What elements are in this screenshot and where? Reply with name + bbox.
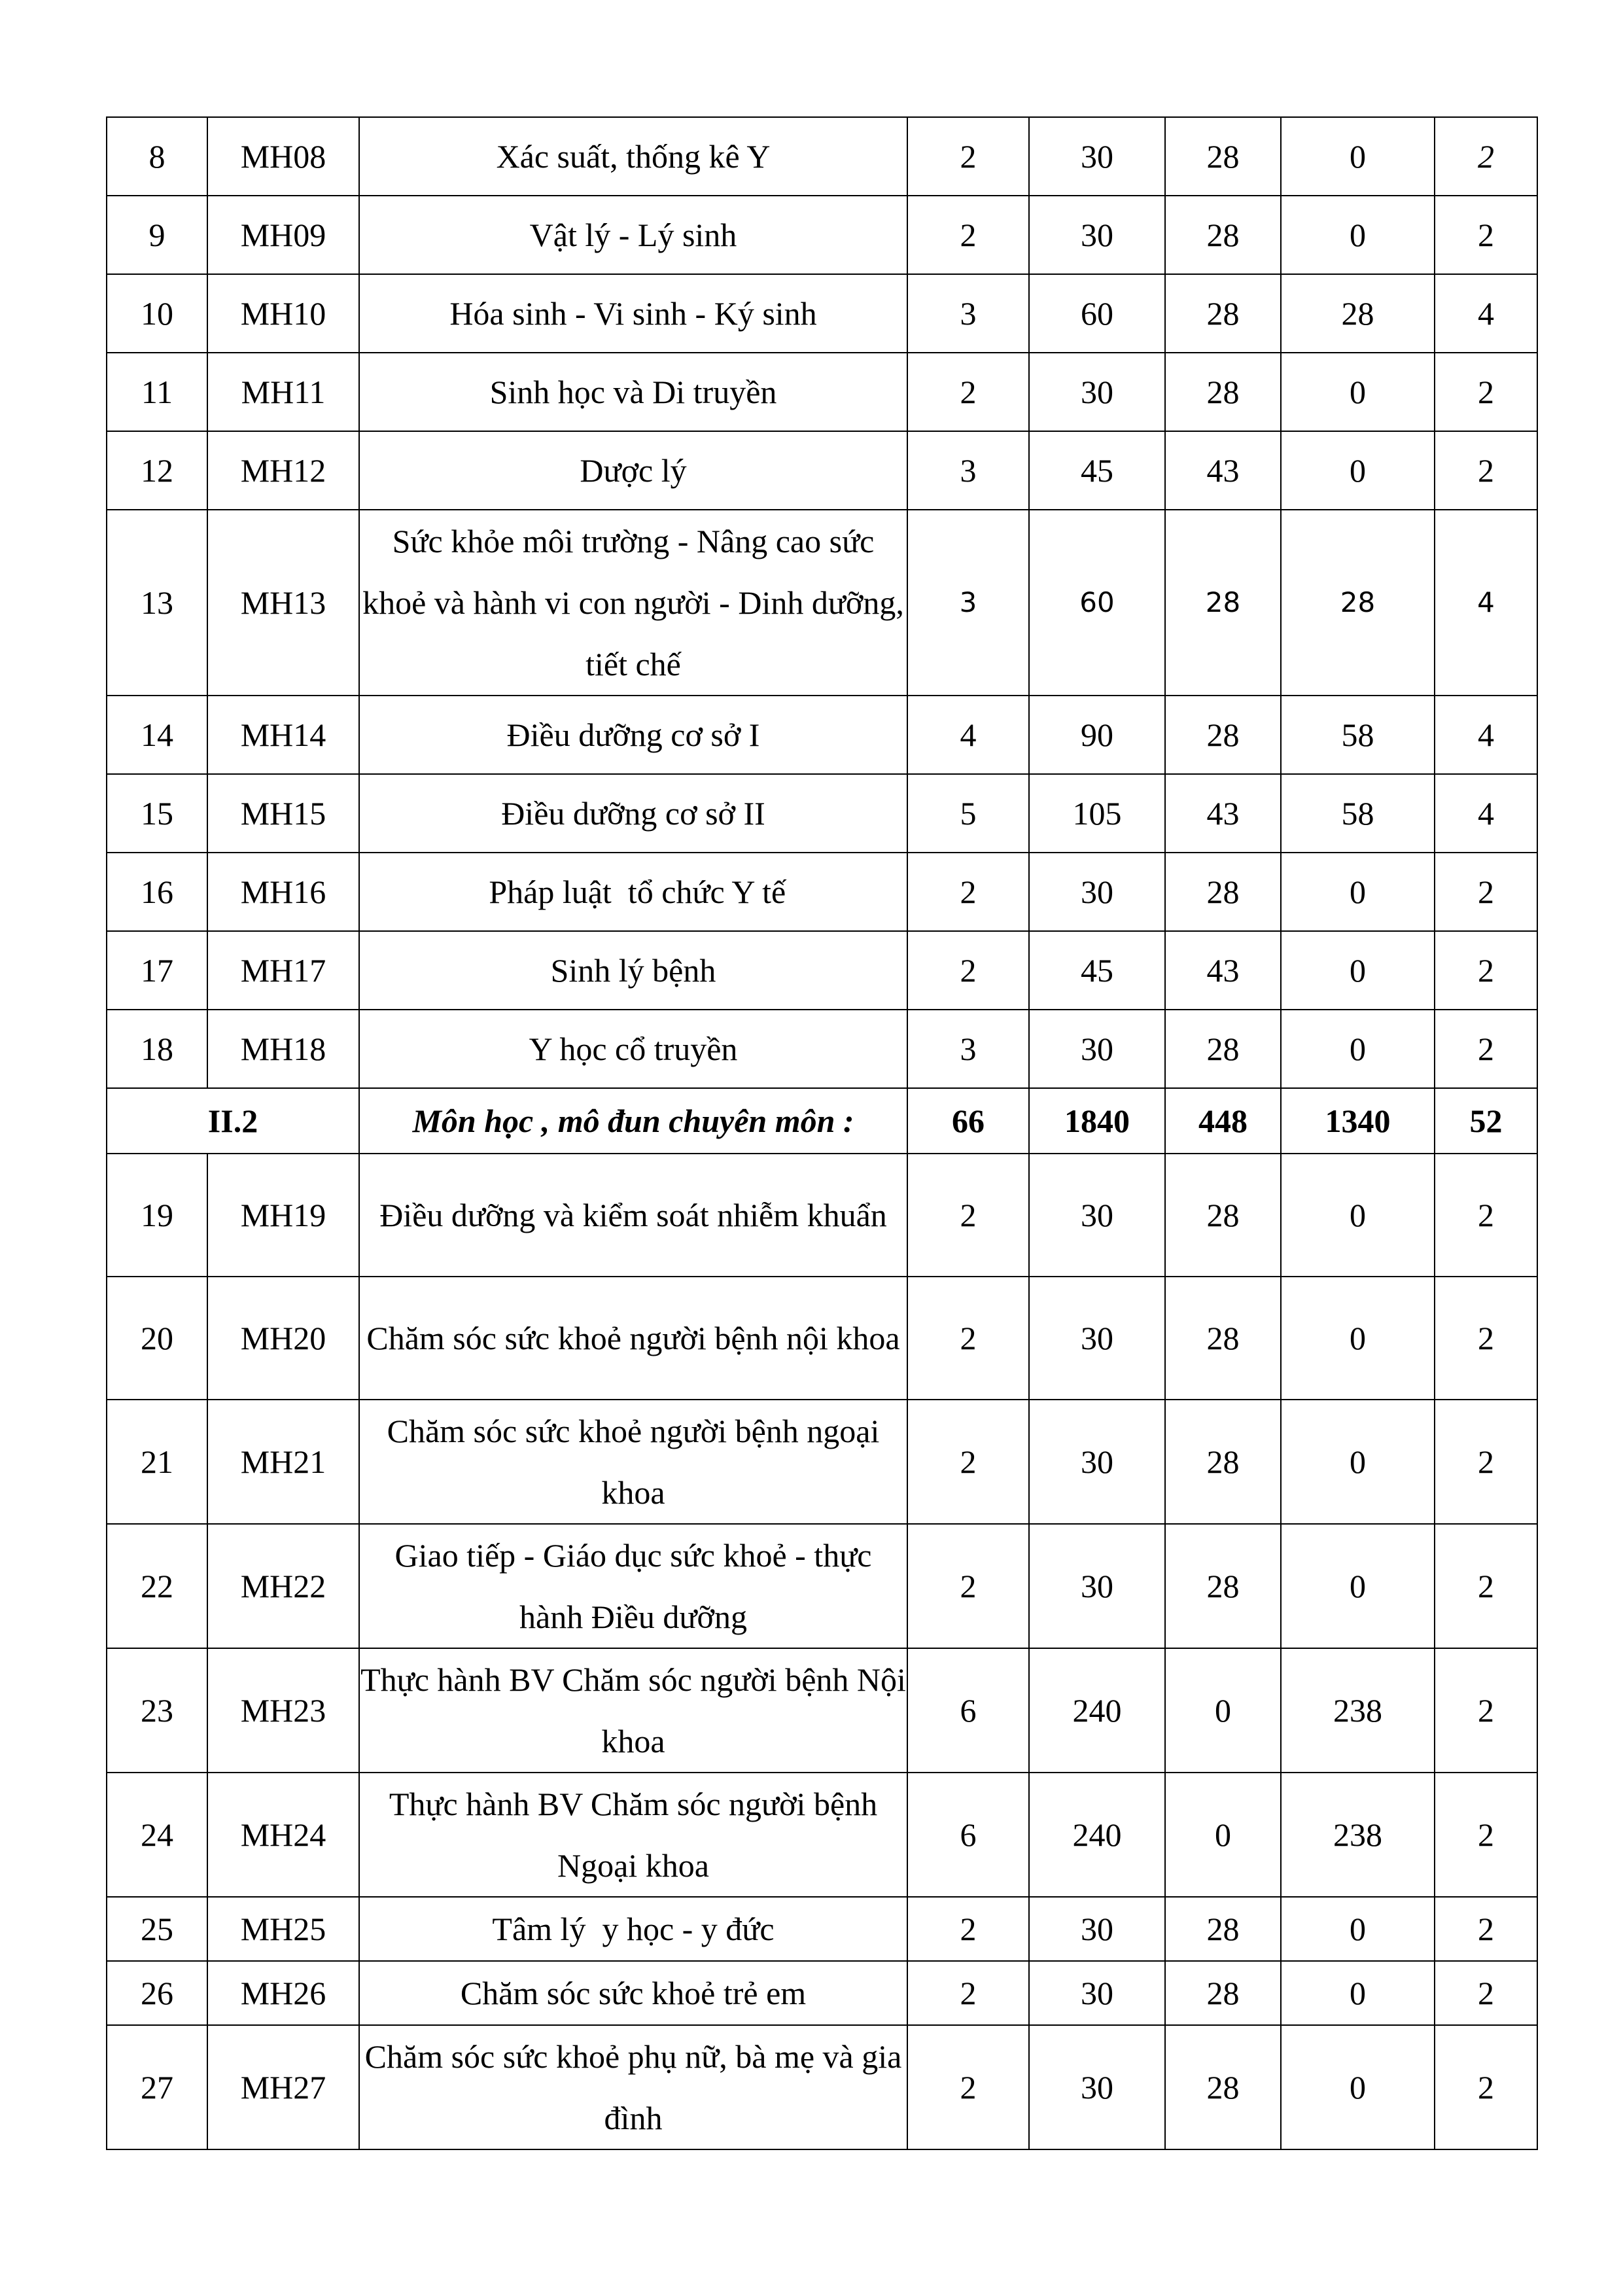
table-row — [107, 853, 1537, 931]
subject-name: Giao tiếp - Giáo dục sức khoẻ - thực hành Điều dưỡng — [359, 1524, 907, 1648]
subject-name: Y học cổ truyền — [359, 1010, 907, 1088]
total-hours: 30 — [1029, 1154, 1165, 1277]
total-hours: 60 — [1029, 274, 1165, 353]
theory-hours: 28 — [1165, 1010, 1281, 1088]
subject-code: MH11 — [207, 353, 359, 431]
credits: 3 — [907, 431, 1029, 510]
table-row — [107, 510, 1537, 696]
subject-name: Điều dưỡng và kiểm soát nhiễm khuẩn — [359, 1154, 907, 1277]
credits: 4 — [907, 696, 1029, 774]
subject-code: MH25 — [207, 1897, 359, 1961]
theory-hours: 28 — [1165, 1897, 1281, 1961]
row-number: 26 — [107, 1961, 207, 2025]
subject-name: Tâm lý y học - y đức — [359, 1897, 907, 1961]
credits: 3 — [907, 510, 1029, 696]
practice-hours: 0 — [1281, 1524, 1435, 1648]
subject-code: MH15 — [207, 774, 359, 853]
credits: 2 — [907, 1897, 1029, 1961]
total-hours: 30 — [1029, 353, 1165, 431]
practice-hours: 0 — [1281, 1400, 1435, 1524]
total-hours: 45 — [1029, 931, 1165, 1010]
credits: 2 — [907, 1277, 1029, 1400]
row-number: 17 — [107, 931, 207, 1010]
subject-name: Sinh học và Di truyền — [359, 353, 907, 431]
row-number: 24 — [107, 1773, 207, 1897]
theory-hours: 28 — [1165, 1961, 1281, 2025]
section-practice-hours: 1340 — [1281, 1088, 1435, 1154]
theory-hours: 43 — [1165, 774, 1281, 853]
exam-hours: 4 — [1435, 696, 1537, 774]
theory-hours: 28 — [1165, 117, 1281, 196]
total-hours: 60 — [1029, 510, 1165, 696]
total-hours: 240 — [1029, 1773, 1165, 1897]
practice-hours: 0 — [1281, 1010, 1435, 1088]
subject-name: Chăm sóc sức khoẻ người bệnh ngoại khoa — [359, 1400, 907, 1524]
table-row — [107, 1277, 1537, 1400]
practice-hours: 238 — [1281, 1648, 1435, 1773]
theory-hours: 28 — [1165, 1400, 1281, 1524]
practice-hours: 0 — [1281, 431, 1435, 510]
exam-hours: 2 — [1435, 1277, 1537, 1400]
subject-code: MH21 — [207, 1400, 359, 1524]
theory-hours: 28 — [1165, 2025, 1281, 2149]
section-total-hours: 1840 — [1029, 1088, 1165, 1154]
total-hours: 105 — [1029, 774, 1165, 853]
exam-hours: 2 — [1435, 1961, 1537, 2025]
subject-name: Thực hành BV Chăm sóc người bệnh Nội khoa — [359, 1648, 907, 1773]
practice-hours: 0 — [1281, 1897, 1435, 1961]
table-row — [107, 1897, 1537, 1961]
practice-hours: 0 — [1281, 931, 1435, 1010]
theory-hours: 28 — [1165, 1524, 1281, 1648]
total-hours: 30 — [1029, 117, 1165, 196]
subject-code: MH23 — [207, 1648, 359, 1773]
practice-hours: 0 — [1281, 117, 1435, 196]
exam-hours: 2 — [1435, 1524, 1537, 1648]
table-row — [107, 1400, 1537, 1524]
subject-name: Điều dưỡng cơ sở II — [359, 774, 907, 853]
table-row — [107, 431, 1537, 510]
practice-hours: 0 — [1281, 196, 1435, 274]
table-row — [107, 1961, 1537, 2025]
section-exam-hours: 52 — [1435, 1088, 1537, 1154]
exam-hours: 2 — [1435, 2025, 1537, 2149]
practice-hours: 0 — [1281, 1154, 1435, 1277]
practice-hours: 28 — [1281, 510, 1435, 696]
theory-hours: 28 — [1165, 274, 1281, 353]
table-row — [107, 353, 1537, 431]
total-hours: 30 — [1029, 1010, 1165, 1088]
row-number: 18 — [107, 1010, 207, 1088]
table-row — [107, 774, 1537, 853]
section-credits: 66 — [907, 1088, 1029, 1154]
credits: 2 — [907, 931, 1029, 1010]
theory-hours: 0 — [1165, 1773, 1281, 1897]
subject-name: Chăm sóc sức khoẻ người bệnh nội khoa — [359, 1277, 907, 1400]
subject-name: Thực hành BV Chăm sóc người bệnh Ngoại khoa — [359, 1773, 907, 1897]
theory-hours: 28 — [1165, 696, 1281, 774]
theory-hours: 28 — [1165, 510, 1281, 696]
theory-hours: 0 — [1165, 1648, 1281, 1773]
practice-hours: 0 — [1281, 2025, 1435, 2149]
total-hours: 45 — [1029, 431, 1165, 510]
exam-hours: 2 — [1435, 1154, 1537, 1277]
curriculum-table — [106, 116, 1538, 2150]
credits: 2 — [907, 1400, 1029, 1524]
table-row — [107, 931, 1537, 1010]
row-number: 16 — [107, 853, 207, 931]
table-row — [107, 696, 1537, 774]
subject-code: MH09 — [207, 196, 359, 274]
row-number: 25 — [107, 1897, 207, 1961]
practice-hours: 0 — [1281, 1277, 1435, 1400]
credits: 2 — [907, 1961, 1029, 2025]
practice-hours: 58 — [1281, 696, 1435, 774]
theory-hours: 28 — [1165, 853, 1281, 931]
table-row — [107, 2025, 1537, 2149]
theory-hours: 28 — [1165, 196, 1281, 274]
credits: 2 — [907, 1524, 1029, 1648]
subject-name: Xác suất, thống kê Y — [359, 117, 907, 196]
table-row — [107, 1154, 1537, 1277]
row-number: 20 — [107, 1277, 207, 1400]
credits: 6 — [907, 1648, 1029, 1773]
credits: 2 — [907, 853, 1029, 931]
total-hours: 240 — [1029, 1648, 1165, 1773]
subject-name: Sức khỏe môi trường - Nâng cao sức khoẻ và hành vi con người - Dinh dưỡng, tiết chế — [359, 510, 907, 696]
row-number: 12 — [107, 431, 207, 510]
total-hours: 30 — [1029, 1277, 1165, 1400]
subject-name: Chăm sóc sức khoẻ trẻ em — [359, 1961, 907, 2025]
exam-hours: 2 — [1435, 1897, 1537, 1961]
total-hours: 30 — [1029, 2025, 1165, 2149]
subject-code: MH17 — [207, 931, 359, 1010]
table-row — [107, 1010, 1537, 1088]
practice-hours: 0 — [1281, 1961, 1435, 2025]
credits: 2 — [907, 117, 1029, 196]
credits: 5 — [907, 774, 1029, 853]
exam-hours: 2 — [1435, 196, 1537, 274]
row-number: 19 — [107, 1154, 207, 1277]
subject-name: Chăm sóc sức khoẻ phụ nữ, bà mẹ và gia đình — [359, 2025, 907, 2149]
total-hours: 90 — [1029, 696, 1165, 774]
subject-code: MH19 — [207, 1154, 359, 1277]
subject-name: Vật lý - Lý sinh — [359, 196, 907, 274]
theory-hours: 28 — [1165, 1154, 1281, 1277]
subject-name: Dược lý — [359, 431, 907, 510]
practice-hours: 0 — [1281, 353, 1435, 431]
total-hours: 30 — [1029, 853, 1165, 931]
exam-hours: 2 — [1435, 1648, 1537, 1773]
subject-code: MH18 — [207, 1010, 359, 1088]
subject-code: MH16 — [207, 853, 359, 931]
row-number: 14 — [107, 696, 207, 774]
total-hours: 30 — [1029, 1961, 1165, 2025]
subject-code: MH22 — [207, 1524, 359, 1648]
section-title: Môn học , mô đun chuyên môn : — [359, 1088, 907, 1154]
section-theory-hours: 448 — [1165, 1088, 1281, 1154]
credits: 2 — [907, 196, 1029, 274]
table-row — [107, 274, 1537, 353]
exam-hours: 2 — [1435, 1400, 1537, 1524]
row-number: 10 — [107, 274, 207, 353]
table-row — [107, 196, 1537, 274]
exam-hours: 2 — [1435, 431, 1537, 510]
table-row — [107, 1524, 1537, 1648]
row-number: 13 — [107, 510, 207, 696]
exam-hours: 2 — [1435, 117, 1537, 196]
total-hours: 30 — [1029, 1897, 1165, 1961]
total-hours: 30 — [1029, 196, 1165, 274]
subject-code: MH12 — [207, 431, 359, 510]
exam-hours: 4 — [1435, 274, 1537, 353]
section-label: II.2 — [107, 1088, 359, 1154]
table-body — [107, 117, 1537, 2149]
subject-name: Pháp luật tổ chức Y tế — [359, 853, 907, 931]
subject-code: MH26 — [207, 1961, 359, 2025]
section-row — [107, 1088, 1537, 1154]
practice-hours: 238 — [1281, 1773, 1435, 1897]
practice-hours: 28 — [1281, 274, 1435, 353]
credits: 2 — [907, 353, 1029, 431]
credits: 2 — [907, 2025, 1029, 2149]
table-row — [107, 117, 1537, 196]
subject-code: MH20 — [207, 1277, 359, 1400]
practice-hours: 0 — [1281, 853, 1435, 931]
total-hours: 30 — [1029, 1524, 1165, 1648]
theory-hours: 43 — [1165, 431, 1281, 510]
exam-hours: 2 — [1435, 931, 1537, 1010]
credits: 6 — [907, 1773, 1029, 1897]
row-number: 27 — [107, 2025, 207, 2149]
row-number: 11 — [107, 353, 207, 431]
credits: 3 — [907, 1010, 1029, 1088]
theory-hours: 28 — [1165, 1277, 1281, 1400]
subject-code: MH14 — [207, 696, 359, 774]
exam-hours: 2 — [1435, 853, 1537, 931]
table-row — [107, 1773, 1537, 1897]
subject-code: MH27 — [207, 2025, 359, 2149]
subject-name: Hóa sinh - Vi sinh - Ký sinh — [359, 274, 907, 353]
row-number: 15 — [107, 774, 207, 853]
theory-hours: 43 — [1165, 931, 1281, 1010]
exam-hours: 4 — [1435, 510, 1537, 696]
practice-hours: 58 — [1281, 774, 1435, 853]
exam-hours: 4 — [1435, 774, 1537, 853]
subject-code: MH08 — [207, 117, 359, 196]
table-row — [107, 1648, 1537, 1773]
row-number: 21 — [107, 1400, 207, 1524]
total-hours: 30 — [1029, 1400, 1165, 1524]
exam-hours: 2 — [1435, 1773, 1537, 1897]
row-number: 9 — [107, 196, 207, 274]
subject-name: Điều dưỡng cơ sở I — [359, 696, 907, 774]
subject-code: MH13 — [207, 510, 359, 696]
exam-hours: 2 — [1435, 353, 1537, 431]
credits: 3 — [907, 274, 1029, 353]
row-number: 23 — [107, 1648, 207, 1773]
subject-code: MH10 — [207, 274, 359, 353]
row-number: 22 — [107, 1524, 207, 1648]
theory-hours: 28 — [1165, 353, 1281, 431]
row-number: 8 — [107, 117, 207, 196]
subject-name: Sinh lý bệnh — [359, 931, 907, 1010]
exam-hours: 2 — [1435, 1010, 1537, 1088]
credits: 2 — [907, 1154, 1029, 1277]
subject-code: MH24 — [207, 1773, 359, 1897]
